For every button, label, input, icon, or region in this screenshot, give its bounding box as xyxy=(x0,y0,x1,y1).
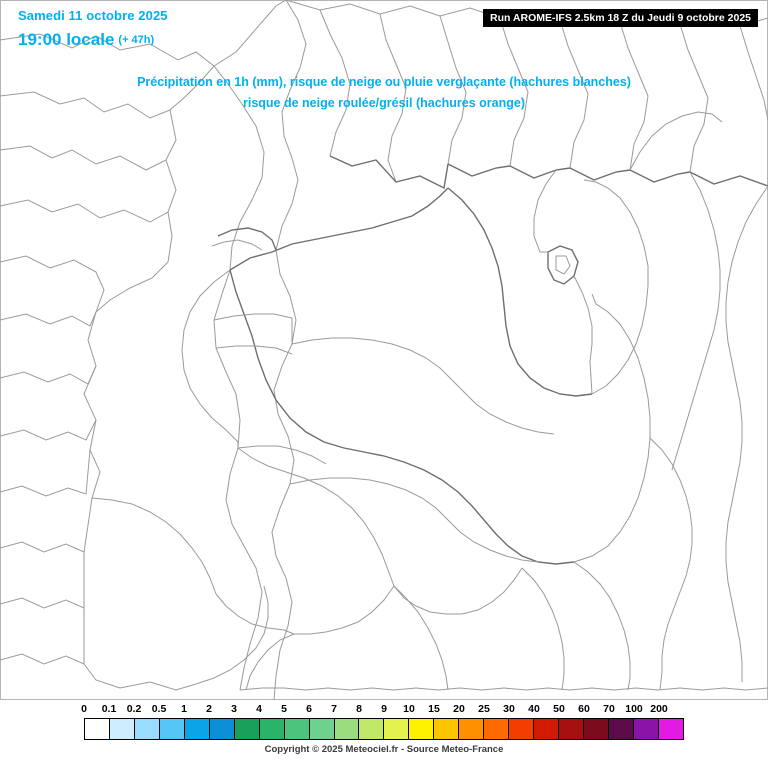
color-scale-tick: 50 xyxy=(553,703,565,715)
color-scale-tick: 70 xyxy=(603,703,615,715)
color-scale-cell xyxy=(110,719,135,739)
color-scale-cell xyxy=(310,719,335,739)
color-scale-cell xyxy=(185,719,210,739)
color-scale-cell xyxy=(384,719,409,739)
color-scale-cell xyxy=(459,719,484,739)
color-scale-tick: 25 xyxy=(478,703,490,715)
forecast-time-label xyxy=(18,30,154,50)
color-scale-cell xyxy=(534,719,559,739)
color-scale-cell xyxy=(409,719,434,739)
color-scale-tick: 0.2 xyxy=(126,703,142,715)
parameter-title-line2: risque de neige roulée/grésil (hachures orange) xyxy=(242,96,526,110)
color-scale-cell xyxy=(160,719,185,739)
color-scale-tick: 60 xyxy=(578,703,590,715)
color-scale-cell xyxy=(434,719,459,739)
color-scale-bar[interactable] xyxy=(84,718,684,740)
color-scale-cell xyxy=(659,719,683,739)
color-scale-tick: 5 xyxy=(281,703,287,715)
color-scale-tick: 15 xyxy=(428,703,440,715)
color-scale-cell xyxy=(609,719,634,739)
color-scale-tick: 30 xyxy=(503,703,515,715)
color-scale-cell xyxy=(210,719,235,739)
color-scale-tick: 0.5 xyxy=(151,703,167,715)
color-scale-cell xyxy=(235,719,260,739)
color-scale-tick: 1 xyxy=(181,703,187,715)
copyright-label: Copyright © 2025 Meteociel.fr - Source Meteo-France xyxy=(264,744,504,755)
color-scale-cell xyxy=(85,719,110,739)
color-scale-tick: 7 xyxy=(331,703,337,715)
color-scale-tick: 4 xyxy=(256,703,262,715)
color-scale-tick: 40 xyxy=(528,703,540,715)
forecast-time-value: 19:00 locale xyxy=(18,30,115,49)
color-scale-cell xyxy=(260,719,285,739)
model-run-badge: Run AROME-IFS 2.5km 18 Z du Jeudi 9 octobre 2025 xyxy=(483,9,758,27)
color-scale-cell xyxy=(285,719,310,739)
forecast-date-label: Samedi 11 octobre 2025 xyxy=(18,8,168,23)
color-scale-tick: 2 xyxy=(206,703,212,715)
color-scale-tick: 20 xyxy=(453,703,465,715)
color-scale-tick: 0.1 xyxy=(101,703,117,715)
color-scale-tick: 9 xyxy=(381,703,387,715)
color-scale-labels xyxy=(81,703,684,717)
color-scale-cell xyxy=(335,719,360,739)
color-scale-cell xyxy=(135,719,160,739)
color-scale-cell xyxy=(559,719,584,739)
color-scale-tick: 3 xyxy=(231,703,237,715)
color-scale-cell xyxy=(634,719,659,739)
color-scale-cell xyxy=(509,719,534,739)
forecast-lead-time: (+ 47h) xyxy=(118,34,155,46)
color-scale[interactable] xyxy=(84,718,684,740)
color-scale-tick: 8 xyxy=(356,703,362,715)
color-scale-tick: 10 xyxy=(403,703,415,715)
color-scale-cell xyxy=(359,719,384,739)
color-scale-cell xyxy=(484,719,509,739)
color-scale-tick: 100 xyxy=(625,703,643,715)
color-scale-cell xyxy=(584,719,609,739)
color-scale-tick: 200 xyxy=(650,703,668,715)
parameter-title-line1: Précipitation en 1h (mm), risque de neige ou pluie verglaçante (hachures blanches) xyxy=(137,75,631,89)
color-scale-tick: 6 xyxy=(306,703,312,715)
color-scale-tick: 0 xyxy=(81,703,87,715)
